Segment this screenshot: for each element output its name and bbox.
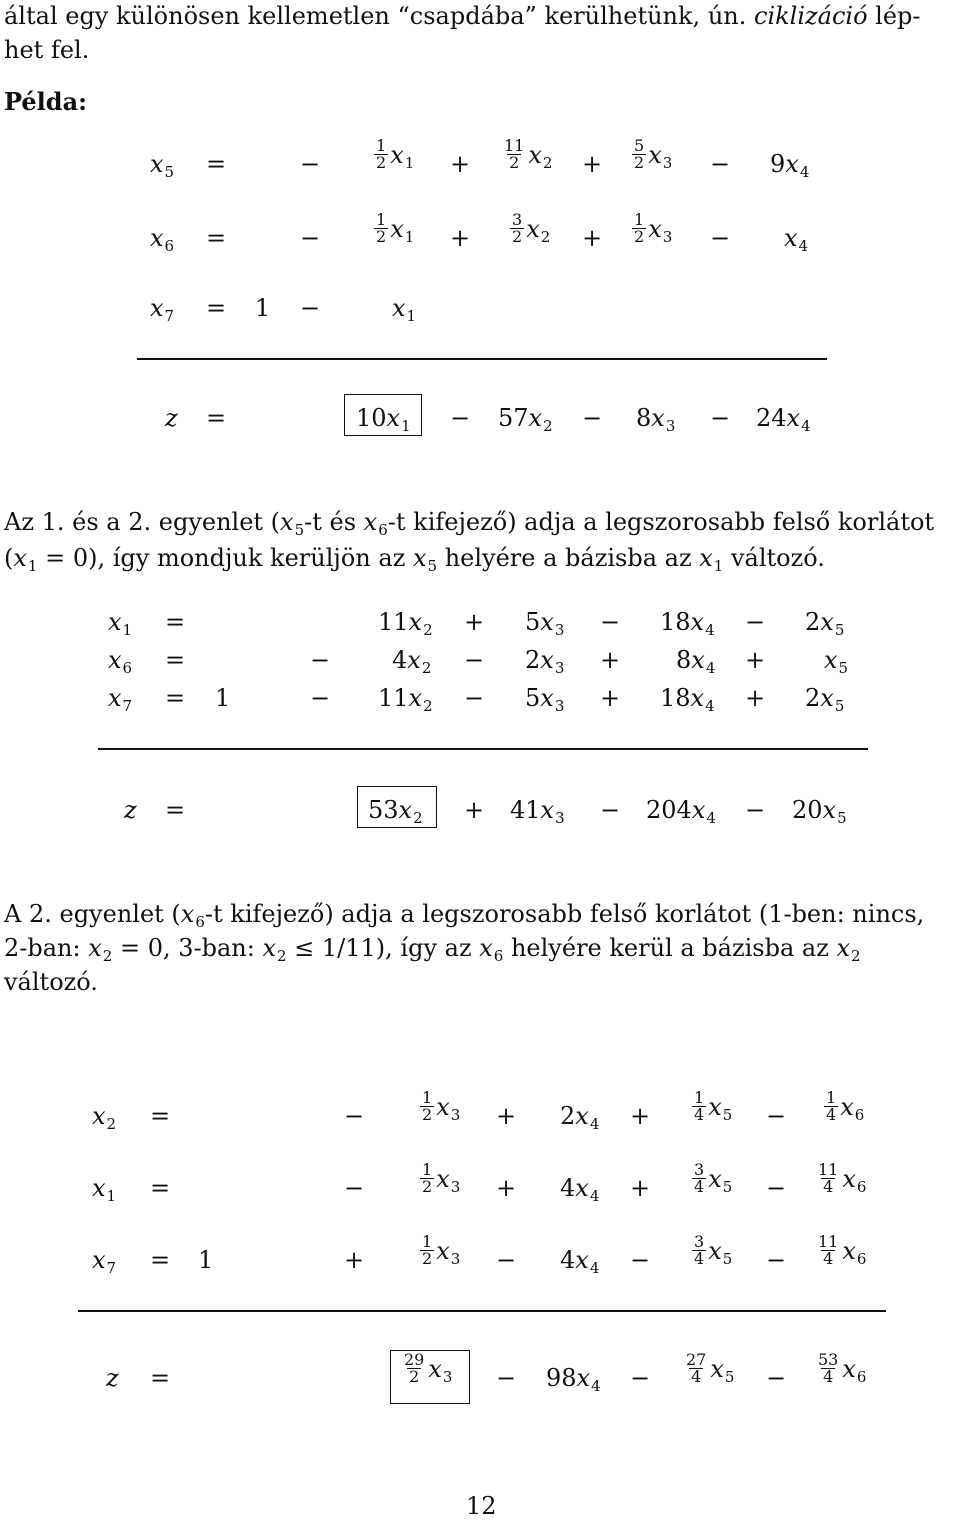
intro-line-2 xyxy=(4,36,89,64)
t2-z-sign5: − xyxy=(745,796,766,824)
t1-row2-term1: $\frac{1}{2}$ $x_1$ xyxy=(376,210,415,246)
intro-italic-term: ciklizáció xyxy=(754,2,868,30)
t3-row3-sign4: − xyxy=(496,1246,517,1274)
t3-row3-sign5: − xyxy=(630,1246,651,1274)
t3-row2-term6: $\frac{11}{4}$ $x_6$ xyxy=(818,1160,867,1196)
t1-row2-term2: $\frac{3}{2}$ $x_2$ xyxy=(512,210,551,246)
t1-row1-sign4: − xyxy=(710,150,731,178)
para2-line-2: 2-ban: $x_2 = 0$, 3-ban: $x_2 \le 1/11$), így az $x_6$ helyére kerül a bázisba az $x_2$ xyxy=(4,934,861,965)
t2-row3-lhs: $x_7$ xyxy=(108,684,133,715)
t3-row1-equals: = xyxy=(150,1102,171,1130)
t2-row2-sign5: + xyxy=(745,646,766,674)
t1-row1-term3: $\frac{5}{2}$ $x_3$ xyxy=(634,136,673,172)
t2-row1-sign4: − xyxy=(600,608,621,636)
t3-row1-sign5: + xyxy=(630,1102,651,1130)
t3-row2-lhs: $x_1$ xyxy=(92,1174,117,1205)
t2-row1-sign3: + xyxy=(464,608,485,636)
t2-z-term3: $41x_3$ xyxy=(510,796,565,827)
t1-row3-equals: = xyxy=(206,294,227,322)
t3-row3-sign6: − xyxy=(766,1246,787,1274)
t2-row1-term2: $11x_2$ xyxy=(378,608,433,639)
t2-row3-term3: $5x_3$ xyxy=(525,684,565,715)
t2-separator-rule xyxy=(98,748,868,750)
t3-row2-sign4: + xyxy=(496,1174,517,1202)
t3-z-lhs: z xyxy=(106,1364,119,1392)
t2-row3-sign3: − xyxy=(464,684,485,712)
intro-line-1-end: lép- xyxy=(867,2,921,30)
t3-row3-lhs: $x_7$ xyxy=(92,1246,117,1277)
t2-row3-term5: $2x_5$ xyxy=(805,684,845,715)
t1-row1-term1: $\frac{1}{2}$ $x_1$ xyxy=(376,136,415,172)
t1-row2-term3: $\frac{1}{2}$ $x_3$ xyxy=(634,210,673,246)
t3-row1-term6: $\frac{1}{4}$ $x_6$ xyxy=(826,1088,865,1124)
t3-z-sign5: − xyxy=(630,1364,651,1392)
t1-row2-equals: = xyxy=(206,224,227,252)
t2-row2-term2: $4x_2$ xyxy=(392,646,432,677)
t2-z-term5: $20x_5$ xyxy=(792,796,847,827)
t2-row2-term3: $2x_3$ xyxy=(525,646,565,677)
t1-z-lhs: z xyxy=(165,404,178,432)
t3-row3-term3: $\frac{1}{2}$ $x_3$ xyxy=(422,1232,461,1268)
t2-row2-sign4: + xyxy=(600,646,621,674)
para2-line-1: A 2. egyenlet ($x_6-t$ kifejező) adja a legszorosabb felső korlátot (1-ben: nincs, xyxy=(4,900,925,931)
t3-row1-sign6: − xyxy=(766,1102,787,1130)
t1-row2-sign4: − xyxy=(710,224,731,252)
t3-row3-term5: $\frac{3}{4}$ $x_5$ xyxy=(694,1232,733,1268)
t1-z-term1: $10x_1$ xyxy=(356,404,411,435)
para1-line-1: Az 1. és a 2. egyenlet ($x_5-t$ és $x_6-t$ kifejező) adja a legszorosabb felső korlátot xyxy=(4,508,935,539)
t3-row3-term4: $4x_4$ xyxy=(560,1246,600,1277)
t2-z-sign4: − xyxy=(600,796,621,824)
t2-row3-sign5: + xyxy=(745,684,766,712)
t2-row2-sign3: − xyxy=(464,646,485,674)
para2-line-3: változó. xyxy=(4,968,98,996)
t3-row2-term3: $\frac{1}{2}$ $x_3$ xyxy=(422,1160,461,1196)
t2-z-sign3: + xyxy=(464,796,485,824)
t2-row3-sign4: + xyxy=(600,684,621,712)
t3-row1-term5: $\frac{1}{4}$ $x_5$ xyxy=(694,1088,733,1124)
t3-z-equals: = xyxy=(150,1364,171,1392)
t2-row3-sign2: − xyxy=(310,684,331,712)
t3-row1-term3: $\frac{1}{2}$ $x_3$ xyxy=(422,1088,461,1124)
t1-row2-sign3: + xyxy=(582,224,603,252)
t3-row1-term4: $2x_4$ xyxy=(560,1102,600,1133)
t3-row1-sign3: − xyxy=(344,1102,365,1130)
t1-row2-sign2: + xyxy=(450,224,471,252)
t1-row3-sign1: − xyxy=(300,294,321,322)
t3-row3-term6: $\frac{11}{4}$ $x_6$ xyxy=(818,1232,867,1268)
t1-row2-lhs: $x_6$ xyxy=(150,224,175,255)
t2-row1-sign5: − xyxy=(745,608,766,636)
t1-z-term4: $24x_4$ xyxy=(756,404,811,435)
t1-row1-equals: = xyxy=(206,150,227,178)
t3-row2-term5: $\frac{3}{4}$ $x_5$ xyxy=(694,1160,733,1196)
t2-z-equals: = xyxy=(165,796,186,824)
t3-row2-equals: = xyxy=(150,1174,171,1202)
t1-row1-sign1: − xyxy=(300,150,321,178)
t2-row2-term5: $x_5$ xyxy=(824,646,849,677)
t2-row2-equals: = xyxy=(165,646,186,674)
t1-z-sign2: − xyxy=(450,404,471,432)
t2-row2-lhs: $x_6$ xyxy=(108,646,133,677)
t1-z-sign4: − xyxy=(710,404,731,432)
t1-z-term3: $8x_3$ xyxy=(636,404,676,435)
page-number: 12 xyxy=(466,1492,497,1520)
t3-row1-lhs: $x_2$ xyxy=(92,1102,117,1133)
t3-row2-sign6: − xyxy=(766,1174,787,1202)
t2-row1-lhs: $x_1$ xyxy=(108,608,133,639)
t3-z-term3: $\frac{29}{2}$ $x_3$ xyxy=(404,1350,453,1386)
t2-z-term4: $204x_4$ xyxy=(646,796,716,827)
t1-z-term2: $57x_2$ xyxy=(498,404,553,435)
t1-row1-term2: $\frac{11}{2}$ $x_2$ xyxy=(504,136,553,172)
t2-row2-term4: $8x_4$ xyxy=(676,646,716,677)
intro-line-2-text: het fel. xyxy=(4,36,90,64)
t3-z-term5: $\frac{27}{4}$ $x_5$ xyxy=(686,1350,735,1386)
t2-row1-term5: $2x_5$ xyxy=(805,608,845,639)
intro-line-1 xyxy=(4,2,921,30)
t1-row3-term1: $x_1$ xyxy=(392,294,417,325)
t3-z-term6: $\frac{53}{4}$ $x_6$ xyxy=(818,1350,867,1386)
t1-row1-lhs: $x_5$ xyxy=(150,150,175,181)
t2-row3-term4: $18x_4$ xyxy=(660,684,715,715)
t1-row2-term4: $x_4$ xyxy=(784,224,809,255)
t1-row2-sign1: − xyxy=(300,224,321,252)
t3-row2-sign5: + xyxy=(630,1174,651,1202)
t2-row1-term4: $18x_4$ xyxy=(660,608,715,639)
intro-line-1-text: által egy különösen kellemetlen “csapdába” kerülhetünk, ún. xyxy=(4,2,754,30)
t3-z-sign4: − xyxy=(496,1364,517,1392)
t3-row2-term4: $4x_4$ xyxy=(560,1174,600,1205)
t2-z-lhs: z xyxy=(124,796,137,824)
t3-row1-sign4: + xyxy=(496,1102,517,1130)
t1-row1-sign3: + xyxy=(582,150,603,178)
t1-separator-rule xyxy=(137,358,827,360)
t2-row1-equals: = xyxy=(165,608,186,636)
t1-row1-sign2: + xyxy=(450,150,471,178)
t3-separator-rule xyxy=(78,1310,886,1312)
t2-row3-term2: $11x_2$ xyxy=(378,684,433,715)
t1-row3-lhs: $x_7$ xyxy=(150,294,175,325)
t1-z-sign3: − xyxy=(582,404,603,432)
t2-row3-equals: = xyxy=(165,684,186,712)
example-heading: Példa: xyxy=(4,87,87,116)
t3-row3-sign3: + xyxy=(344,1246,365,1274)
t2-row1-term3: $5x_3$ xyxy=(525,608,565,639)
t3-row3-constant: 1 xyxy=(198,1246,214,1274)
t2-z-term2: $53x_2$ xyxy=(368,796,423,827)
t3-row3-equals: = xyxy=(150,1246,171,1274)
t3-row2-sign3: − xyxy=(344,1174,365,1202)
t3-z-term4: $98x_4$ xyxy=(546,1364,601,1395)
para1-line-2: $(x_1 = 0)$, így mondjuk kerüljön az $x_5$ helyére a bázisba az $x_1$ változó. xyxy=(4,544,825,575)
t3-z-sign6: − xyxy=(766,1364,787,1392)
t1-z-equals: = xyxy=(206,404,227,432)
t1-row1-term4: $9x_4$ xyxy=(770,150,810,181)
t1-row3-constant: 1 xyxy=(255,294,271,322)
t2-row3-constant: 1 xyxy=(215,684,231,712)
t2-row2-sign2: − xyxy=(310,646,331,674)
